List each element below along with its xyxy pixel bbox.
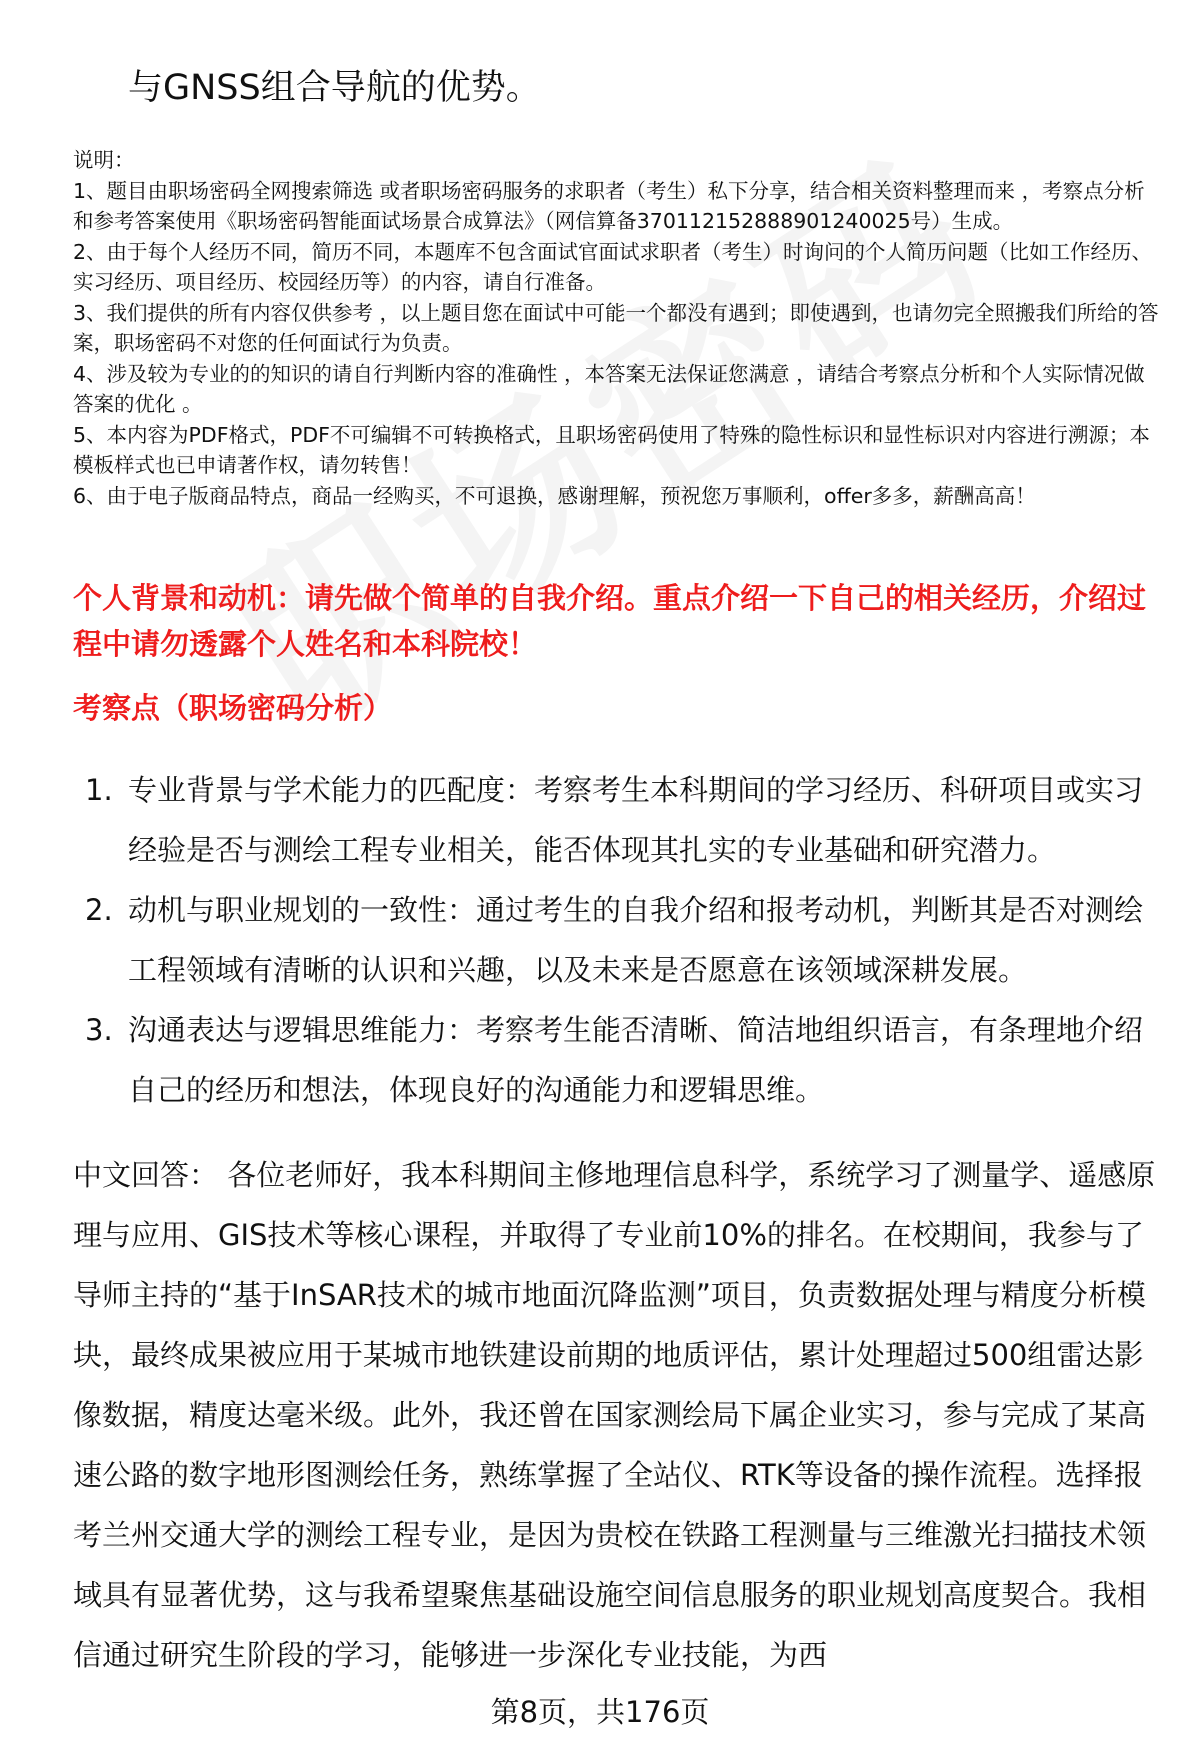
notes-title: 说明：: [73, 148, 135, 172]
point-text: 专业背景与学术能力的匹配度：考察考生本科期间的学习经历、科研项目或实习经验是否与测绘工程专业相关，能否体现其扎实的专业基础和研究潜力。: [128, 773, 1144, 867]
analysis-heading: 考察点（职场密码分析）: [73, 691, 393, 725]
answer-label: 中文回答：: [73, 1158, 219, 1192]
question-heading: 个人背景和动机：请先做个简单的自我介绍。重点介绍一下自己的相关经历，介绍过程中请勿透露个人姓名和本科院校！: [73, 581, 1147, 661]
notes-item: 4、涉及较为专业的的知识的请自行判断内容的准确性 ，本答案无法保证您满意 ，请结合考察点分析和个人实际情况做答案的优化 。: [73, 361, 1145, 416]
answer-paragraph: [73, 1145, 1168, 1685]
notes-section: [73, 145, 1163, 511]
point-number: 1.: [85, 773, 113, 807]
page-number-footer: 第8页，共176页: [490, 1695, 710, 1729]
notes-item: 1、题目由职场密码全网搜索筛选 或者职场密码服务的求职者（考生）私下分享，结合相关资料整理而来 ，考察点分析和参考答案使用《职场密码智能面试场景合成算法》（网信算备370112152888901240025号）生成。: [73, 178, 1145, 233]
analysis-point: [85, 880, 1165, 1000]
answer-text: 各位老师好，我本科期间主修地理信息科学，系统学习了测量学、遥感原理与应用、GIS技术等核心课程，并取得了专业前10%的排名。在校期间，我参与了导师主持的“基于InSAR技术的城市地面沉降监测”项目，负责数据处理与精度分析模块，最终成果被应用于某城市地铁建设前期的地质评估，累计处理超过500组雷达影像数据，精度达毫米级。此外，我还曾在国家测绘局下属企业实习，参与完成了某高速公路的数字地形图测绘任务，熟练掌握了全站仪、RTK等设备的操作流程。选择报考兰州交通大学的测绘工程专业，是因为贵校在铁路工程测量与三维激光扫描技术领域具有显著优势，这与我希望聚焦基础设施空间信息服务的职业规划高度契合。我相信通过研究生阶段的学习，能够进一步深化专业技能，为西: [73, 1158, 1156, 1672]
point-number: 2.: [85, 893, 113, 927]
notes-item: 3、我们提供的所有内容仅供参考 ，以上题目您在面试中可能一个都没有遇到；即使遇到，也请勿完全照搬我们所给的答案，职场密码不对您的任何面试行为负责。: [73, 300, 1159, 355]
point-text: 沟通表达与逻辑思维能力：考察考生能否清晰、简洁地组织语言，有条理地介绍自己的经历和想法，体现良好的沟通能力和逻辑思维。: [128, 1013, 1144, 1107]
continuation-text: 与GNSS组合导航的优势。: [128, 68, 541, 108]
notes-item: 5、本内容为PDF格式，PDF不可编辑不可转换格式，且职场密码使用了特殊的隐性标识和显性标识对内容进行溯源；本模板样式也已申请著作权，请勿转售！: [73, 422, 1150, 477]
point-number: 3.: [85, 1013, 113, 1047]
notes-item: 6、由于电子版商品特点，商品一经购买，不可退换，感谢理解，预祝您万事顺利，offer多多，薪酬高高！: [73, 483, 1036, 508]
analysis-point: [85, 760, 1165, 880]
analysis-points-list: [85, 760, 1165, 1120]
notes-item: 2、由于每个人经历不同，简历不同，本题库不包含面试官面试求职者（考生）时询问的个人简历问题（比如工作经历、实习经历、项目经历、校园经历等）的内容，请自行准备。: [73, 239, 1153, 294]
point-text: 动机与职业规划的一致性：通过考生的自我介绍和报考动机，判断其是否对测绘工程领域有清晰的认识和兴趣，以及未来是否愿意在该领域深耕发展。: [128, 893, 1144, 987]
analysis-point: [85, 1000, 1165, 1120]
